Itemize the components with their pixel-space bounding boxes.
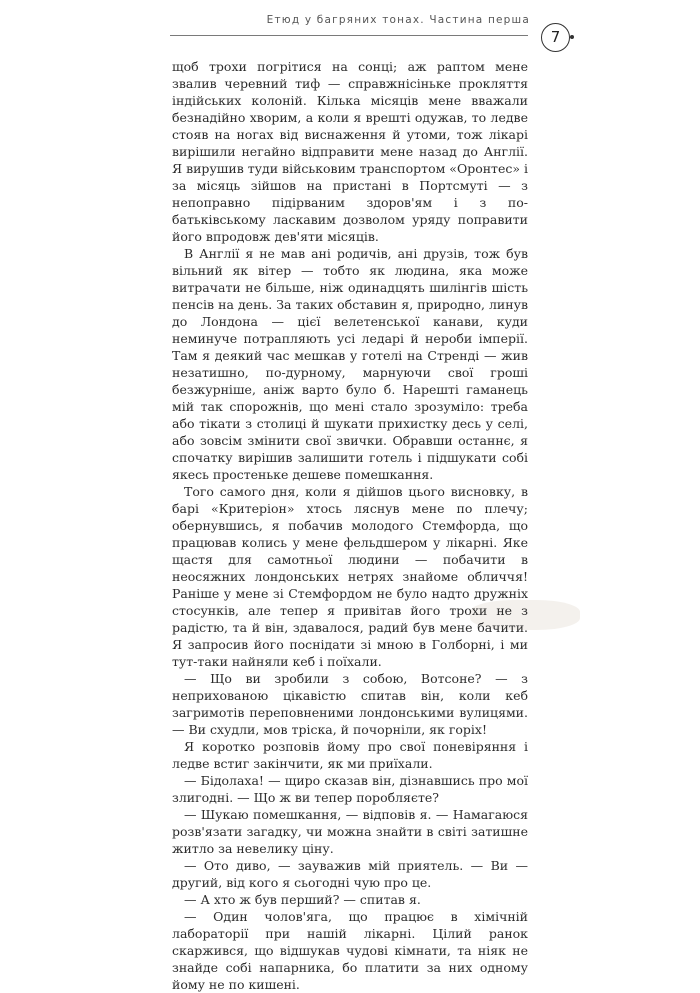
body-text [172, 58, 528, 993]
paragraph: — Бідолаха! — щиро сказав він, дізнавшись про мої злигодні. — Що ж ви тепер поробляєте? [172, 773, 528, 805]
paragraph: — Що ви зробили з собою, Вотсоне? — з неприхованою цікавістю спитав він, коли кеб загримотів переповненими лондонськими вулицями. — Ви схудли, мов тріска, й почорніли, як горіх! [172, 671, 528, 737]
paragraph: Я коротко розповів йому про свої поневіряння і ледве встиг закінчити, як ми приїхали. [172, 739, 528, 771]
paragraph: щоб трохи погрітися на сонці; аж раптом мене звалив черевний тиф — справжнісіньке прокляття індійських колоній. Кілька місяців мене вважали безнадійно хворим, а коли я врешті одужав, то ледве стояв на ногах від виснаження й утоми, тож лікарі вирішили негайно відправити мене назад до Англії. Я вирушив туди військовим транспортом «Оронтес» і за місяць зійшов на пристані в Портсмуті — з непоправно підірваним здоров'ям і з по-батьківському ласкавим дозволом уряду поправити його впродовж дев'яти місяців. [172, 59, 528, 244]
paragraph: Того самого дня, коли я дійшов цього висновку, в барі «Критеріон» хтось ляснув мене по плечу; обернувшись, я побачив молодого Стемфорда, що працював колись у мене фельдшером у лікарні. Яке щастя для самотньої людини — побачити в неосяжних лондонських нетрях знайоме обличчя! Раніше у мене зі Стемфордом не було надто дружніх стосунків, але тепер я привітав його трохи не з радістю, та й він, здавалося, радий був мене бачити. Я запросив його поснідати зі мною в Голборні, і ми тут-таки найняли кеб і поїхали. [172, 484, 528, 669]
running-head: Етюд у багряних тонах. Частина перша [266, 14, 530, 26]
page-number: 7 [541, 23, 570, 52]
paragraph: — Один чолов'яга, що працює в хімічній лабораторії при нашій лікарні. Цілий ранок скаржився, що відшукав чудові кімнати, та ніяк не знайде собі напарника, бо платити за них одному йому не по кишені. [172, 909, 528, 992]
paragraph: В Англії я не мав ані родичів, ані друзів, тож був вільний як вітер — тобто як людина, яка може витрачати не більше, ніж одинадцять шилінгів шість пенсів на день. За таких обставин я, природно, линув до Лондона — цієї велетенської канави, куди неминуче потрапляють усі ледарі й нероби імперії. Там я деякий час мешкав у готелі на Стренді — жив незатишно, по-дурному, марнуючи свої гроші безжурніше, аніж варто було б. Нарешті гаманець мій так спорожнів, що мені стало зрозуміло: треба або тікати з столиці й шукати прихистку десь у селі, або зовсім змінити свої звички. Обравши останнє, я спочатку вирішив залишити готель і підшукати собі якесь простеньке дешеве помешкання. [172, 246, 528, 482]
paragraph: — Ото диво, — зауважив мій приятель. — Ви — другий, від кого я сьогодні чую про це. [172, 858, 528, 890]
paragraph: — Шукаю помешкання, — відповів я. — Намагаюся розв'язати загадку, чи можна знайти в світі затишне житло за невелику ціну. [172, 807, 528, 856]
header-rule [170, 35, 528, 36]
page-number-dot [570, 35, 574, 39]
paragraph: — А хто ж був перший? — спитав я. [184, 892, 421, 907]
